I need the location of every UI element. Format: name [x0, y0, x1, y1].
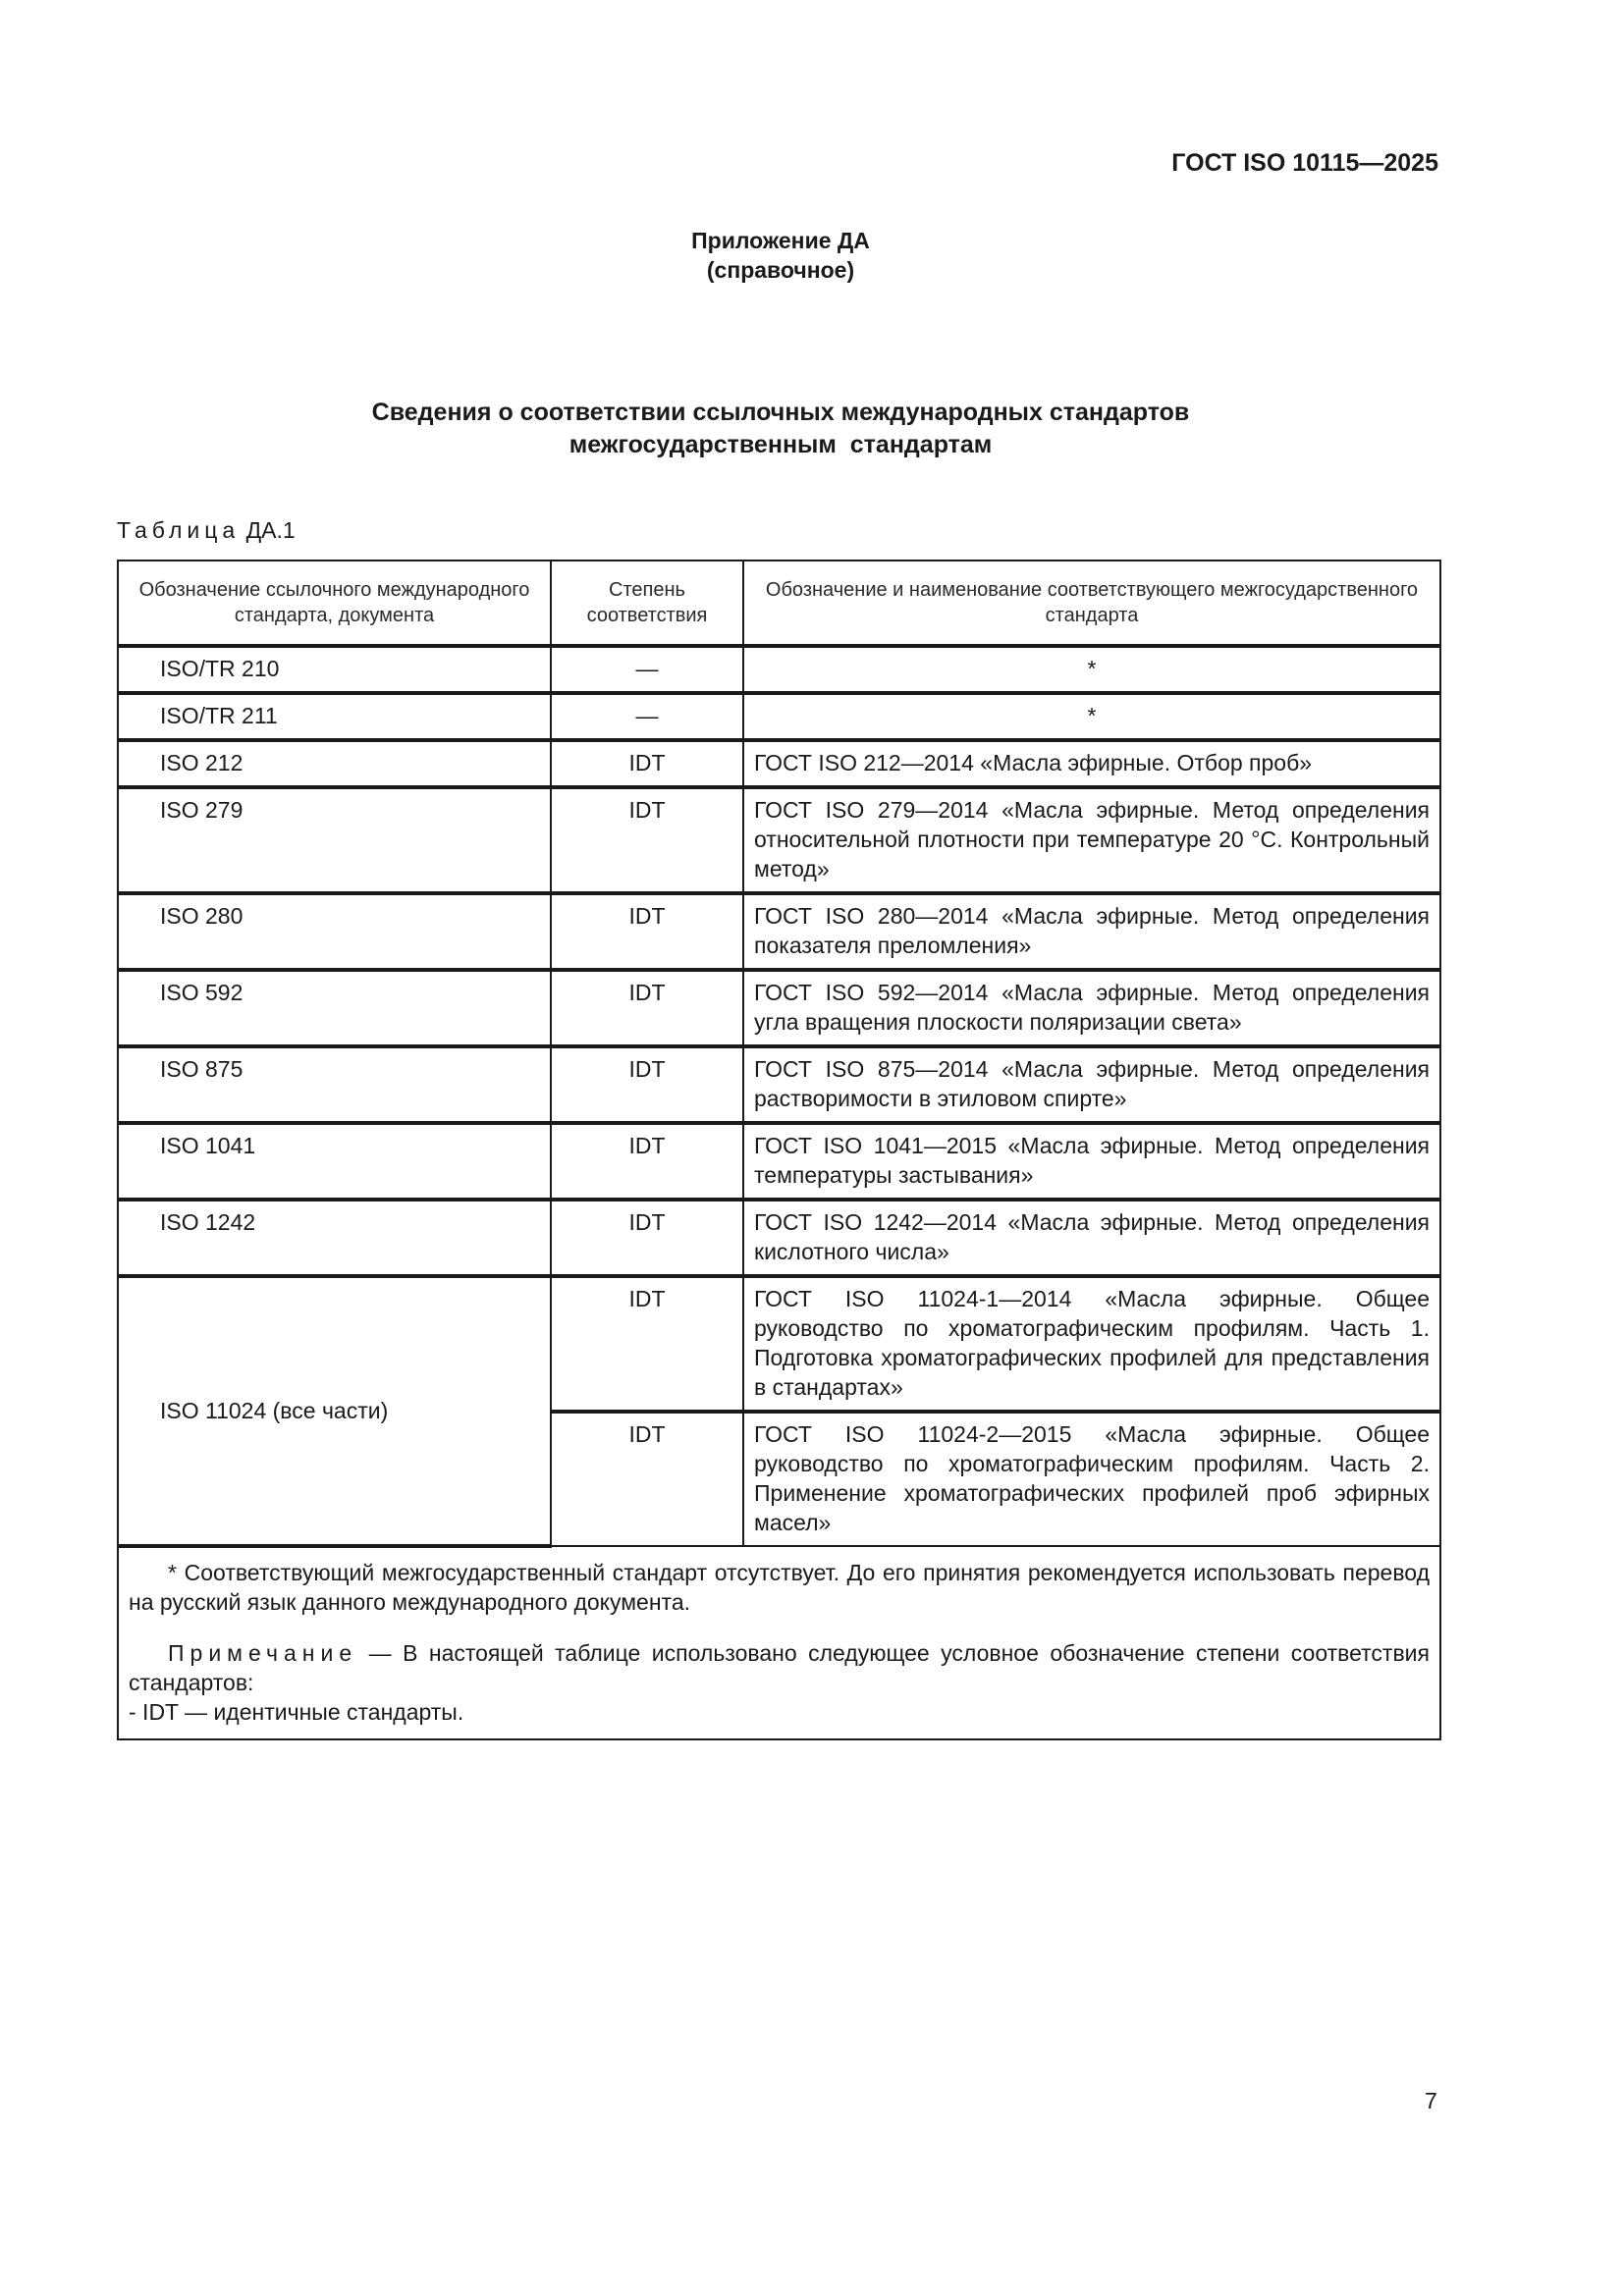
cell-reference: ISO 212 — [118, 740, 551, 787]
section-heading — [0, 397, 1561, 461]
table-footer-row — [118, 1546, 1440, 1739]
page-number: 7 — [1425, 2088, 1437, 2113]
table-footer — [118, 1546, 1440, 1739]
cell-name: ГОСТ ISO 875—2014 «Масла эфирные. Метод определения растворимости в этиловом спирте» — [743, 1046, 1440, 1123]
table-row — [118, 693, 1440, 740]
note-item: - IDT — идентичные стандарты. — [129, 1699, 464, 1725]
note — [129, 1638, 1430, 1697]
cell-reference: ISO 280 — [118, 893, 551, 970]
cell-degree: IDT — [551, 787, 743, 893]
cell-reference: ISO 279 — [118, 787, 551, 893]
cell-degree: IDT — [551, 970, 743, 1046]
table-caption-number: ДА.1 — [240, 517, 296, 543]
table-row — [118, 787, 1440, 893]
cell-name: ГОСТ ISO 1041—2015 «Масла эфирные. Метод определения температуры застывания» — [743, 1123, 1440, 1200]
table-row — [118, 646, 1440, 693]
cell-name: ГОСТ ISO 1242—2014 «Масла эфирные. Метод определения кислотного числа» — [743, 1200, 1440, 1276]
table-row — [118, 893, 1440, 970]
cell-reference: ISO/TR 211 — [118, 693, 551, 740]
cell-degree: IDT — [551, 1046, 743, 1123]
note-text: — В настоящей таблице использовано следующее условное обозначение степени соответствия стандартов: — [129, 1640, 1430, 1695]
table-row — [118, 740, 1440, 787]
cell-degree: IDT — [551, 1412, 743, 1546]
table-row — [118, 1200, 1440, 1276]
table-row — [118, 970, 1440, 1046]
cell-reference: ISO 1242 — [118, 1200, 551, 1276]
table-row — [118, 1276, 1440, 1412]
heading-line-1: Сведения о соответствии ссылочных международных стандартов — [371, 399, 1190, 426]
table-caption — [117, 517, 296, 544]
column-header-name: Обозначение и наименование соответствующего межгосударственного стандарта — [743, 561, 1440, 646]
table-caption-word: Таблица — [117, 517, 241, 543]
correspondence-table — [117, 560, 1441, 1740]
table-row — [118, 1123, 1440, 1200]
column-header-degree: Степень соответствия — [551, 561, 743, 646]
cell-reference-group: ISO 11024 (все части) — [118, 1276, 551, 1546]
appendix-subtitle: (справочное) — [706, 257, 855, 283]
cell-reference: ISO 875 — [118, 1046, 551, 1123]
column-header-reference: Обозначение ссылочного международного стандарта, документа — [118, 561, 551, 646]
heading-line-2: межгосударственным стандартам — [568, 431, 993, 458]
cell-degree: IDT — [551, 740, 743, 787]
cell-name: * — [743, 693, 1440, 740]
cell-degree: IDT — [551, 1200, 743, 1276]
cell-degree: — — [551, 693, 743, 740]
cell-name: ГОСТ ISO 279—2014 «Масла эфирные. Метод определения относительной плотности при температуре 20 °С. Контрольный метод» — [743, 787, 1440, 893]
cell-reference: ISO/TR 210 — [118, 646, 551, 693]
table-header-row — [118, 561, 1440, 646]
appendix-title: Приложение ДА — [691, 228, 870, 253]
cell-name: ГОСТ ISO 212—2014 «Масла эфирные. Отбор проб» — [743, 740, 1440, 787]
cell-name: ГОСТ ISO 11024-1—2014 «Масла эфирные. Общее руководство по хроматографическим профилям. Часть 1. Подготовка хроматографических профилей для представления в стандартах» — [743, 1276, 1440, 1412]
cell-name: ГОСТ ISO 11024-2—2015 «Масла эфирные. Общее руководство по хроматографическим профилям. Часть 2. Применение хроматографических профилей проб эфирных масел» — [743, 1412, 1440, 1546]
cell-degree: IDT — [551, 1123, 743, 1200]
cell-name: ГОСТ ISO 592—2014 «Масла эфирные. Метод определения угла вращения плоскости поляризации света» — [743, 970, 1440, 1046]
cell-reference: ISO 592 — [118, 970, 551, 1046]
cell-degree: IDT — [551, 893, 743, 970]
document-code: ГОСТ ISO 10115—2025 — [1171, 149, 1438, 177]
cell-degree: — — [551, 646, 743, 693]
appendix-title-block — [0, 226, 1561, 285]
cell-name: ГОСТ ISO 280—2014 «Масла эфирные. Метод определения показателя преломления» — [743, 893, 1440, 970]
note-label: Примечание — [168, 1640, 358, 1666]
table-row — [118, 1046, 1440, 1123]
cell-reference: ISO 1041 — [118, 1123, 551, 1200]
cell-degree: IDT — [551, 1276, 743, 1412]
cell-name: * — [743, 646, 1440, 693]
footnote: * Соответствующий межгосударственный стандарт отсутствует. До его принятия рекомендуется использовать перевод на русский язык данного международного документа. — [129, 1560, 1430, 1615]
